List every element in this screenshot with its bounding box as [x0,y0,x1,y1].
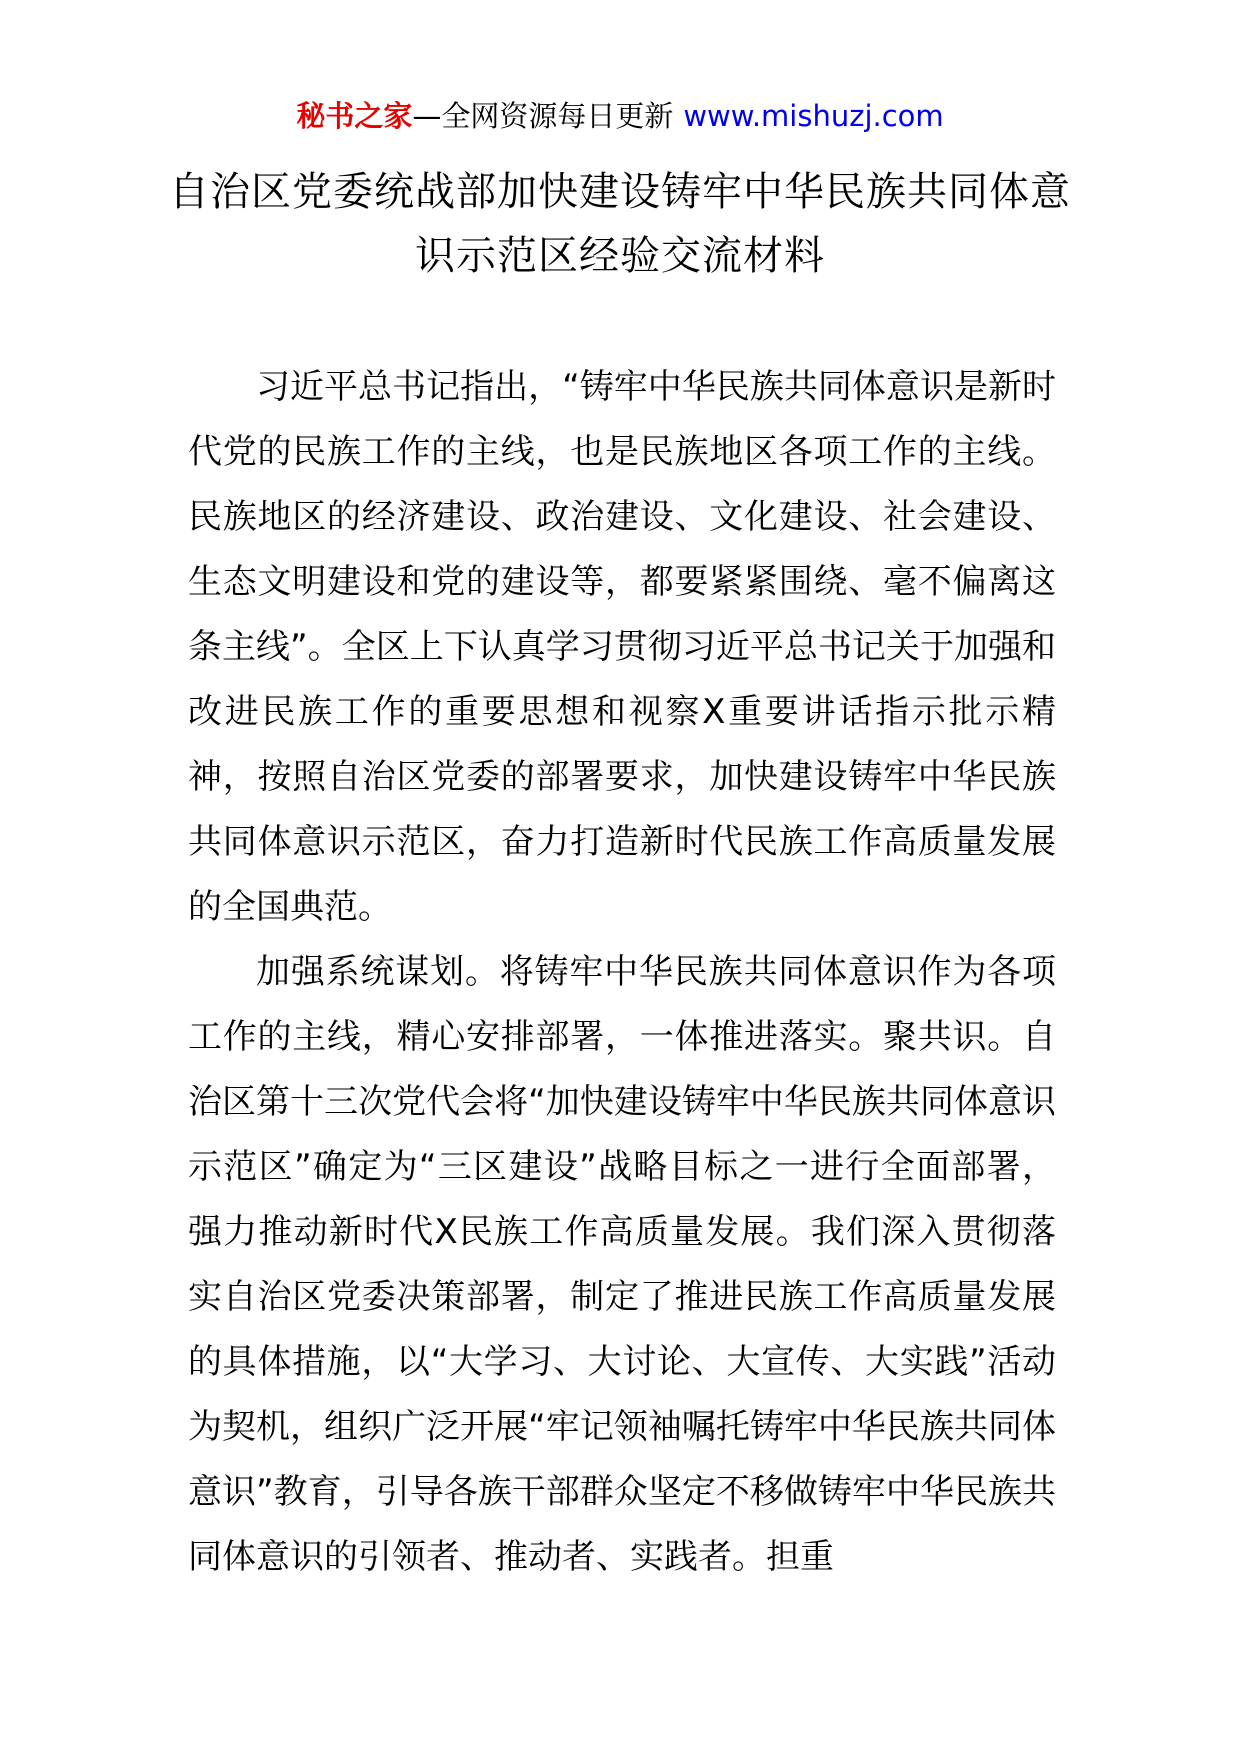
site-tagline: —全网资源每日更新 [412,99,674,133]
document-title: 自治区党委统战部加快建设铸牢中华民族共同体意识示范区经验交流材料 [169,169,1071,279]
site-url-link[interactable]: www.mishuzj.com [683,99,944,133]
site-brand: 秘书之家 [296,99,413,133]
paragraph-1: 习近平总书记指出，“铸牢中华民族共同体意识是新时代党的民族工作的主线，也是民族地区各项工作的主线。民族地区的经济建设、政治建设、文化建设、社会建设、生态文明建设和党的建设等，都要紧紧围绕、毫不偏离这条主线”。全区上下认真学习贯彻习近平总书记关于加强和改进民族工作的重要思想和视察X重要讲话指示批示精神，按照自治区党委的部署要求，加快建设铸牢中华民族共同体意识示范区，奋力打造新时代民族工作高质量发展的全国典范。 [188,367,1056,927]
paragraph-2: 加强系统谋划。将铸牢中华民族共同体意识作为各项工作的主线，精心安排部署，一体推进落实。聚共识。自治区第十三次党代会将“加快建设铸牢中华民族共同体意识示范区”确定为“三区建设”战略目标之一进行全面部署，强力推动新时代X民族工作高质量发展。我们深入贯彻落实自治区党委决策部署，制定了推进民族工作高质量发展的具体措施，以“大学习、大讨论、大宣传、大实践”活动为契机，组织广泛开展“牢记领袖嘱托铸牢中华民族共同体意识”教育，引导各族干部群众坚定不移做铸牢中华民族共同体意识的引领者、推动者、实践者。担重 [188,952,1056,1577]
site-header [0,96,1240,136]
document-body [188,355,1056,1590]
